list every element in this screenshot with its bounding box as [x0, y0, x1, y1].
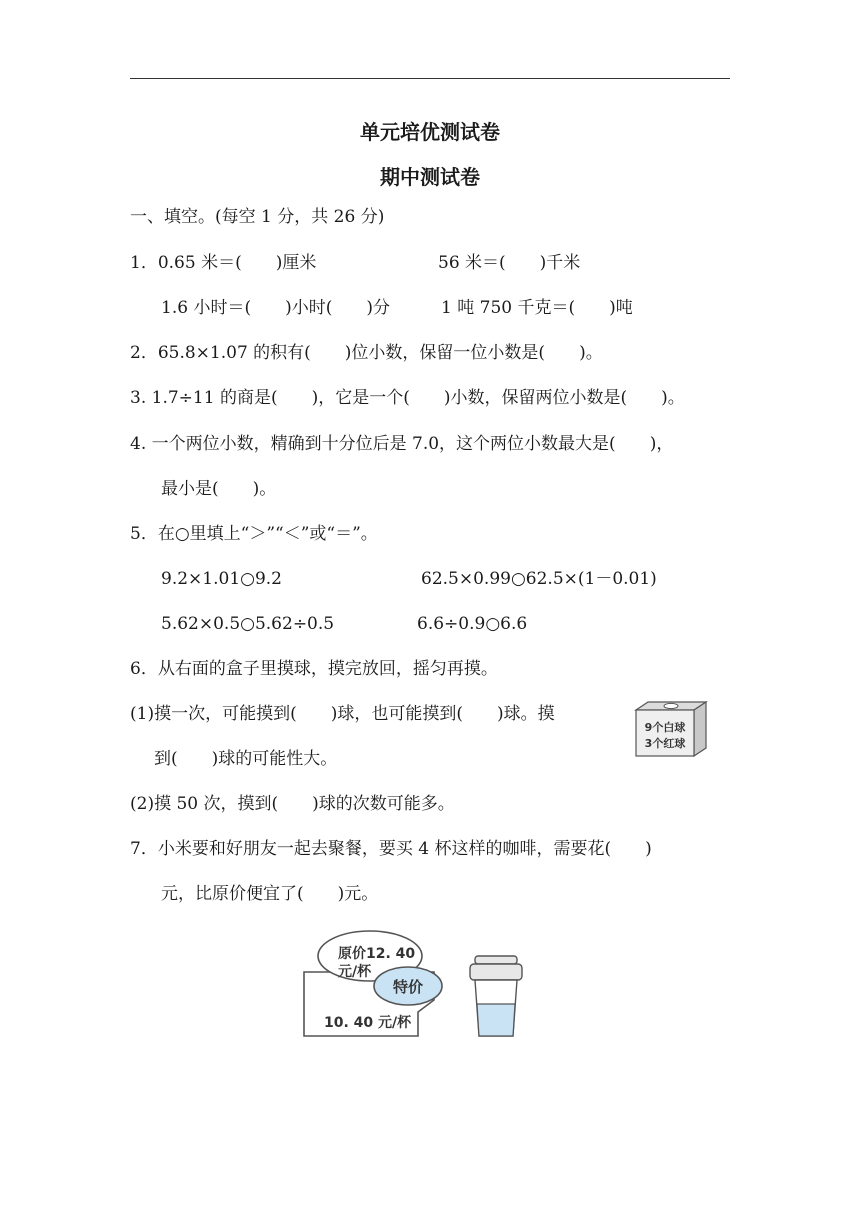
q2-text: 2．65.8×1.07 的积有( )位小数，保留一位小数是( )。	[130, 343, 603, 363]
page-title: 单元培优测试卷	[360, 120, 500, 144]
q5-part-d: 6.6÷0.9○6.6	[417, 614, 528, 634]
q1-part-d: 1 吨 750 千克＝( )吨	[441, 298, 633, 318]
q5-part-c: 5.62×0.5○5.62÷0.5	[161, 614, 335, 634]
price-sign-illustration	[298, 926, 448, 1040]
ball-box-illustration	[632, 700, 710, 760]
q1-part-a: 1．0.65 米＝( )厘米	[130, 253, 317, 273]
q6-part1-line2: 到( )球的可能性大。	[154, 749, 338, 769]
q3-text: 3. 1.7÷11 的商是( )，它是一个( )小数，保留两位小数是( )。	[130, 388, 685, 408]
special-price-value: 10. 40 元/杯	[324, 1015, 412, 1031]
coffee-cup-icon	[466, 954, 526, 1040]
box-opening-icon	[664, 703, 678, 708]
original-price-line1: 原价12. 40	[338, 946, 416, 962]
q1-part-b: 56 米＝( )千米	[438, 253, 581, 273]
q5-part-b: 62.5×0.99○62.5×(1－0.01)	[421, 569, 657, 589]
box-label-white-balls: 9个白球	[644, 721, 686, 734]
q5-stem: 5．在○里填上“＞”“＜”或“＝”。	[130, 524, 378, 544]
page-subtitle: 期中测试卷	[380, 165, 480, 189]
q6-part2: (2)摸 50 次，摸到( )球的次数可能多。	[130, 794, 455, 814]
q4-line1: 4. 一个两位小数，精确到十分位后是 7.0，这个两位小数最大是( )，	[130, 434, 674, 454]
q6-stem: 6．从右面的盒子里摸球，摸完放回，摇匀再摸。	[130, 659, 498, 679]
special-price-tag: 特价	[392, 978, 424, 996]
q1-part-c: 1.6 小时＝( )小时( )分	[161, 298, 390, 318]
q7-line2: 元，比原价便宜了( )元。	[161, 884, 379, 904]
q6-part1-line1: (1)摸一次，可能摸到( )球，也可能摸到( )球。摸	[130, 704, 555, 724]
original-price-line2: 元/杯	[338, 964, 372, 980]
section-heading: 一、填空。(每空 1 分，共 26 分)	[130, 207, 385, 227]
box-label-red-balls: 3个红球	[644, 737, 686, 750]
q7-line1: 7．小米要和好朋友一起去聚餐，要买 4 杯这样的咖啡，需要花( )	[130, 839, 652, 859]
q4-line2: 最小是( )。	[161, 479, 277, 499]
q5-part-a: 9.2×1.01○9.2	[161, 569, 283, 589]
header-rule	[130, 78, 730, 79]
